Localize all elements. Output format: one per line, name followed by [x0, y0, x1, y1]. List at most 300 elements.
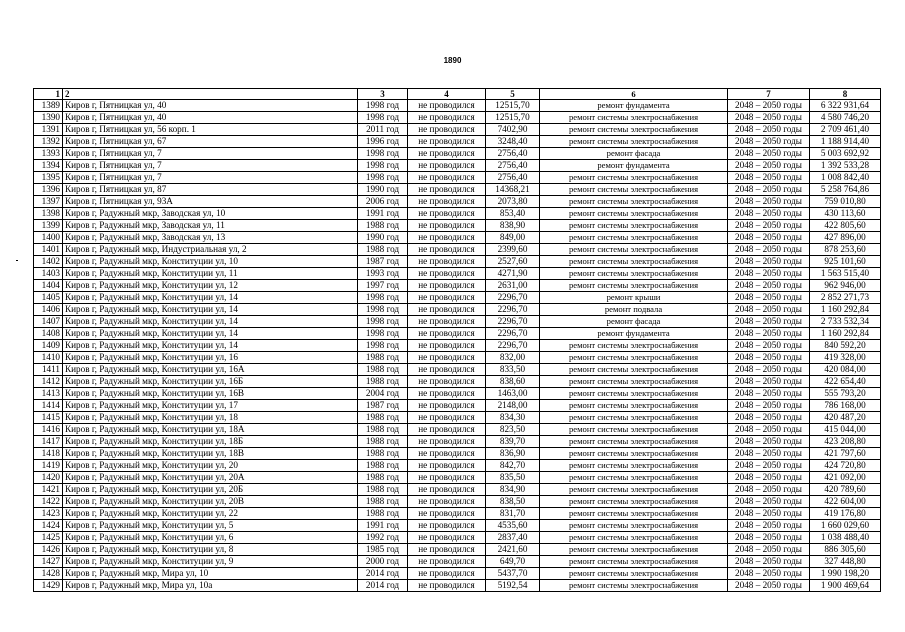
table-row: [34, 388, 881, 400]
address-cell: Киров г, Радужный мкр, Мира ул, 10: [63, 568, 358, 580]
cost-cell: 422 805,60: [810, 220, 881, 232]
column-header: 6: [540, 89, 728, 100]
table-row: [34, 148, 881, 160]
cost-cell: 422 604,00: [810, 496, 881, 508]
work-type-cell: ремонт системы электроснабжения: [540, 412, 728, 424]
table-row: [34, 328, 881, 340]
address-cell: Киров г, Радужный мкр, Конституции ул, 16: [63, 352, 358, 364]
last-repair-cell: не проводился: [408, 340, 486, 352]
area-cell: 7402,90: [486, 124, 540, 136]
last-repair-cell: не проводился: [408, 508, 486, 520]
address-cell: Киров г, Пятницкая ул, 87: [63, 184, 358, 196]
year-built-cell: 1998 год: [358, 328, 408, 340]
cost-cell: 1 563 515,40: [810, 268, 881, 280]
table-row: [34, 364, 881, 376]
table-row: [34, 220, 881, 232]
period-cell: 2048 – 2050 годы: [728, 208, 810, 220]
row-number-cell: 1414: [34, 400, 63, 412]
period-cell: 2048 – 2050 годы: [728, 556, 810, 568]
work-type-cell: ремонт системы электроснабжения: [540, 232, 728, 244]
address-cell: Киров г, Радужный мкр, Заводская ул, 13: [63, 232, 358, 244]
area-cell: 5192,54: [486, 580, 540, 592]
period-cell: 2048 – 2050 годы: [728, 400, 810, 412]
period-cell: 2048 – 2050 годы: [728, 220, 810, 232]
period-cell: 2048 – 2050 годы: [728, 100, 810, 112]
table-row: [34, 208, 881, 220]
period-cell: 2048 – 2050 годы: [728, 304, 810, 316]
last-repair-cell: не проводился: [408, 292, 486, 304]
column-header: 8: [810, 89, 881, 100]
address-cell: Киров г, Радужный мкр, Конституции ул, 8: [63, 544, 358, 556]
row-number-cell: 1423: [34, 508, 63, 520]
area-cell: 2756,40: [486, 160, 540, 172]
period-cell: 2048 – 2050 годы: [728, 148, 810, 160]
column-header: 5: [486, 89, 540, 100]
period-cell: 2048 – 2050 годы: [728, 352, 810, 364]
cost-cell: 840 592,20: [810, 340, 881, 352]
last-repair-cell: не проводился: [408, 280, 486, 292]
last-repair-cell: не проводился: [408, 136, 486, 148]
year-built-cell: 1988 год: [358, 220, 408, 232]
cost-cell: 5 258 764,86: [810, 184, 881, 196]
period-cell: 2048 – 2050 годы: [728, 364, 810, 376]
year-built-cell: 1998 год: [358, 304, 408, 316]
row-number-cell: 1400: [34, 232, 63, 244]
area-cell: 832,00: [486, 352, 540, 364]
last-repair-cell: не проводился: [408, 220, 486, 232]
period-cell: 2048 – 2050 годы: [728, 412, 810, 424]
work-type-cell: ремонт системы электроснабжения: [540, 352, 728, 364]
year-built-cell: 1988 год: [358, 364, 408, 376]
last-repair-cell: не проводился: [408, 472, 486, 484]
address-cell: Киров г, Радужный мкр, Конституции ул, 10: [63, 256, 358, 268]
year-built-cell: 2014 год: [358, 580, 408, 592]
cost-cell: 2 733 532,34: [810, 316, 881, 328]
work-type-cell: ремонт системы электроснабжения: [540, 112, 728, 124]
work-type-cell: ремонт системы электроснабжения: [540, 280, 728, 292]
area-cell: 835,50: [486, 472, 540, 484]
column-header: 1: [34, 89, 63, 100]
work-type-cell: ремонт системы электроснабжения: [540, 220, 728, 232]
work-type-cell: ремонт системы электроснабжения: [540, 208, 728, 220]
period-cell: 2048 – 2050 годы: [728, 268, 810, 280]
year-built-cell: 1992 год: [358, 532, 408, 544]
area-cell: 2837,40: [486, 532, 540, 544]
address-cell: Киров г, Радужный мкр, Конституции ул, 16В: [63, 388, 358, 400]
year-built-cell: 1987 год: [358, 400, 408, 412]
year-built-cell: 1998 год: [358, 316, 408, 328]
cost-cell: 1 160 292,84: [810, 328, 881, 340]
year-built-cell: 1993 год: [358, 268, 408, 280]
address-cell: Киров г, Радужный мкр, Конституции ул, 18: [63, 412, 358, 424]
year-built-cell: 1996 год: [358, 136, 408, 148]
year-built-cell: 1997 год: [358, 280, 408, 292]
column-header: 2: [63, 89, 358, 100]
table-row: [34, 256, 881, 268]
row-number-cell: 1417: [34, 436, 63, 448]
period-cell: 2048 – 2050 годы: [728, 136, 810, 148]
year-built-cell: 1988 год: [358, 496, 408, 508]
table-row: [34, 316, 881, 328]
column-header: 4: [408, 89, 486, 100]
work-type-cell: ремонт системы электроснабжения: [540, 496, 728, 508]
work-type-cell: ремонт системы электроснабжения: [540, 460, 728, 472]
table-row: [34, 412, 881, 424]
table-row: [34, 340, 881, 352]
cost-cell: 1 160 292,84: [810, 304, 881, 316]
area-cell: 842,70: [486, 460, 540, 472]
last-repair-cell: не проводился: [408, 268, 486, 280]
address-cell: Киров г, Радужный мкр, Конституции ул, 14: [63, 304, 358, 316]
year-built-cell: 1991 год: [358, 208, 408, 220]
year-built-cell: 1998 год: [358, 148, 408, 160]
period-cell: 2048 – 2050 годы: [728, 112, 810, 124]
cost-cell: 420 789,60: [810, 484, 881, 496]
year-built-cell: 1990 год: [358, 184, 408, 196]
address-cell: Киров г, Радужный мкр, Конституции ул, 5: [63, 520, 358, 532]
address-cell: Киров г, Радужный мкр, Мира ул, 10а: [63, 580, 358, 592]
area-cell: 2631,00: [486, 280, 540, 292]
row-number-cell: 1397: [34, 196, 63, 208]
work-type-cell: ремонт системы электроснабжения: [540, 532, 728, 544]
year-built-cell: 2000 год: [358, 556, 408, 568]
cost-cell: 427 896,00: [810, 232, 881, 244]
area-cell: 2296,70: [486, 340, 540, 352]
table-row: [34, 172, 881, 184]
row-number-cell: 1395: [34, 172, 63, 184]
area-cell: 839,70: [486, 436, 540, 448]
table-row: [34, 484, 881, 496]
work-type-cell: ремонт системы электроснабжения: [540, 508, 728, 520]
row-number-cell: 1389: [34, 100, 63, 112]
area-cell: 12515,70: [486, 112, 540, 124]
table-row: [34, 544, 881, 556]
row-number-cell: 1412: [34, 376, 63, 388]
row-number-cell: 1398: [34, 208, 63, 220]
row-number-cell: 1401: [34, 244, 63, 256]
period-cell: 2048 – 2050 годы: [728, 496, 810, 508]
last-repair-cell: не проводился: [408, 148, 486, 160]
table-row: [34, 268, 881, 280]
address-cell: Киров г, Радужный мкр, Заводская ул, 11: [63, 220, 358, 232]
address-cell: Киров г, Радужный мкр, Конституции ул, 18Б: [63, 436, 358, 448]
work-type-cell: ремонт системы электроснабжения: [540, 340, 728, 352]
address-cell: Киров г, Радужный мкр, Конституции ул, 18В: [63, 448, 358, 460]
year-built-cell: 1988 год: [358, 352, 408, 364]
table-row: [34, 124, 881, 136]
last-repair-cell: не проводился: [408, 244, 486, 256]
table-row: [34, 568, 881, 580]
table-row: [34, 376, 881, 388]
row-number-cell: 1402: [34, 256, 63, 268]
cost-cell: 878 253,60: [810, 244, 881, 256]
page-number: 1890: [443, 56, 462, 65]
work-type-cell: ремонт системы электроснабжения: [540, 544, 728, 556]
last-repair-cell: не проводился: [408, 100, 486, 112]
address-cell: Киров г, Радужный мкр, Конституции ул, 17: [63, 400, 358, 412]
last-repair-cell: не проводился: [408, 364, 486, 376]
period-cell: 2048 – 2050 годы: [728, 484, 810, 496]
cost-cell: 420 487,20: [810, 412, 881, 424]
area-cell: 823,50: [486, 424, 540, 436]
year-built-cell: 1988 год: [358, 448, 408, 460]
area-cell: 2296,70: [486, 316, 540, 328]
address-cell: Киров г, Пятницкая ул, 40: [63, 112, 358, 124]
period-cell: 2048 – 2050 годы: [728, 424, 810, 436]
row-number-cell: 1404: [34, 280, 63, 292]
cost-cell: 1 660 029,60: [810, 520, 881, 532]
year-built-cell: 1991 год: [358, 520, 408, 532]
year-built-cell: 1988 год: [358, 376, 408, 388]
last-repair-cell: не проводился: [408, 436, 486, 448]
period-cell: 2048 – 2050 годы: [728, 124, 810, 136]
period-cell: 2048 – 2050 годы: [728, 340, 810, 352]
table-row: [34, 136, 881, 148]
cost-cell: 5 003 692,92: [810, 148, 881, 160]
table-header-row: [34, 89, 881, 100]
cost-cell: 419 176,80: [810, 508, 881, 520]
cost-cell: 421 092,00: [810, 472, 881, 484]
area-cell: 12515,70: [486, 100, 540, 112]
table-row: [34, 184, 881, 196]
last-repair-cell: не проводился: [408, 172, 486, 184]
area-cell: 4271,90: [486, 268, 540, 280]
table-row: [34, 532, 881, 544]
year-built-cell: 1987 год: [358, 256, 408, 268]
cost-cell: 1 990 198,20: [810, 568, 881, 580]
period-cell: 2048 – 2050 годы: [728, 316, 810, 328]
last-repair-cell: не проводился: [408, 112, 486, 124]
table-row: [34, 232, 881, 244]
year-built-cell: 1988 год: [358, 484, 408, 496]
row-number-cell: 1409: [34, 340, 63, 352]
period-cell: 2048 – 2050 годы: [728, 436, 810, 448]
work-type-cell: ремонт системы электроснабжения: [540, 376, 728, 388]
table-row: [34, 436, 881, 448]
cost-cell: 1 008 842,40: [810, 172, 881, 184]
address-cell: Киров г, Радужный мкр, Конституции ул, 20: [63, 460, 358, 472]
row-number-cell: 1429: [34, 580, 63, 592]
row-number-cell: 1415: [34, 412, 63, 424]
last-repair-cell: не проводился: [408, 520, 486, 532]
period-cell: 2048 – 2050 годы: [728, 184, 810, 196]
last-repair-cell: не проводился: [408, 448, 486, 460]
row-number-cell: 1399: [34, 220, 63, 232]
area-cell: 1463,00: [486, 388, 540, 400]
year-built-cell: 2014 год: [358, 568, 408, 580]
address-cell: Киров г, Радужный мкр, Конституции ул, 9: [63, 556, 358, 568]
work-type-cell: ремонт системы электроснабжения: [540, 568, 728, 580]
last-repair-cell: не проводился: [408, 160, 486, 172]
table-row: [34, 244, 881, 256]
work-type-cell: ремонт системы электроснабжения: [540, 184, 728, 196]
table-row: [34, 496, 881, 508]
last-repair-cell: не проводился: [408, 568, 486, 580]
area-cell: 833,50: [486, 364, 540, 376]
last-repair-cell: не проводился: [408, 580, 486, 592]
address-cell: Киров г, Пятницкая ул, 7: [63, 160, 358, 172]
row-number-cell: 1421: [34, 484, 63, 496]
work-type-cell: ремонт системы электроснабжения: [540, 436, 728, 448]
row-number-cell: 1393: [34, 148, 63, 160]
last-repair-cell: не проводился: [408, 376, 486, 388]
year-built-cell: 1988 год: [358, 244, 408, 256]
address-cell: Киров г, Пятницкая ул, 67: [63, 136, 358, 148]
row-number-cell: 1413: [34, 388, 63, 400]
cost-cell: 786 168,00: [810, 400, 881, 412]
repair-schedule-table: [33, 88, 881, 592]
area-cell: 2296,70: [486, 304, 540, 316]
table-row: [34, 112, 881, 124]
area-cell: 2073,80: [486, 196, 540, 208]
scan-speck: [16, 260, 18, 261]
last-repair-cell: не проводился: [408, 496, 486, 508]
last-repair-cell: не проводился: [408, 388, 486, 400]
period-cell: 2048 – 2050 годы: [728, 376, 810, 388]
row-number-cell: 1406: [34, 304, 63, 316]
period-cell: 2048 – 2050 годы: [728, 256, 810, 268]
row-number-cell: 1410: [34, 352, 63, 364]
area-cell: 853,40: [486, 208, 540, 220]
row-number-cell: 1427: [34, 556, 63, 568]
area-cell: 4535,60: [486, 520, 540, 532]
last-repair-cell: не проводился: [408, 328, 486, 340]
cost-cell: 423 208,80: [810, 436, 881, 448]
year-built-cell: 1988 год: [358, 436, 408, 448]
period-cell: 2048 – 2050 годы: [728, 508, 810, 520]
last-repair-cell: не проводился: [408, 556, 486, 568]
period-cell: 2048 – 2050 годы: [728, 328, 810, 340]
area-cell: 2296,70: [486, 292, 540, 304]
row-number-cell: 1408: [34, 328, 63, 340]
cost-cell: 759 010,80: [810, 196, 881, 208]
year-built-cell: 1990 год: [358, 232, 408, 244]
address-cell: Киров г, Радужный мкр, Конституции ул, 22: [63, 508, 358, 520]
work-type-cell: ремонт системы электроснабжения: [540, 136, 728, 148]
column-header: 7: [728, 89, 810, 100]
address-cell: Киров г, Радужный мкр, Конституции ул, 14: [63, 292, 358, 304]
last-repair-cell: не проводился: [408, 412, 486, 424]
table-row: [34, 304, 881, 316]
area-cell: 2421,60: [486, 544, 540, 556]
area-cell: 2148,00: [486, 400, 540, 412]
period-cell: 2048 – 2050 годы: [728, 388, 810, 400]
cost-cell: 2 852 271,73: [810, 292, 881, 304]
period-cell: 2048 – 2050 годы: [728, 580, 810, 592]
year-built-cell: 1998 год: [358, 100, 408, 112]
area-cell: 831,70: [486, 508, 540, 520]
area-cell: 849,00: [486, 232, 540, 244]
row-number-cell: 1405: [34, 292, 63, 304]
period-cell: 2048 – 2050 годы: [728, 532, 810, 544]
area-cell: 838,60: [486, 376, 540, 388]
row-number-cell: 1419: [34, 460, 63, 472]
table-row: [34, 508, 881, 520]
address-cell: Киров г, Радужный мкр, Конституции ул, 20А: [63, 472, 358, 484]
row-number-cell: 1428: [34, 568, 63, 580]
last-repair-cell: не проводился: [408, 304, 486, 316]
period-cell: 2048 – 2050 годы: [728, 472, 810, 484]
work-type-cell: ремонт системы электроснабжения: [540, 268, 728, 280]
area-cell: 2756,40: [486, 172, 540, 184]
work-type-cell: ремонт системы электроснабжения: [540, 580, 728, 592]
table-row: [34, 292, 881, 304]
address-cell: Киров г, Пятницкая ул, 7: [63, 172, 358, 184]
column-header: 3: [358, 89, 408, 100]
period-cell: 2048 – 2050 годы: [728, 292, 810, 304]
year-built-cell: 1988 год: [358, 460, 408, 472]
area-cell: 836,90: [486, 448, 540, 460]
last-repair-cell: не проводился: [408, 196, 486, 208]
address-cell: Киров г, Радужный мкр, Конституции ул, 6: [63, 532, 358, 544]
area-cell: 834,90: [486, 484, 540, 496]
work-type-cell: ремонт системы электроснабжения: [540, 448, 728, 460]
year-built-cell: 1988 год: [358, 412, 408, 424]
cost-cell: 2 709 461,40: [810, 124, 881, 136]
year-built-cell: 1988 год: [358, 424, 408, 436]
row-number-cell: 1425: [34, 532, 63, 544]
last-repair-cell: не проводился: [408, 460, 486, 472]
last-repair-cell: не проводился: [408, 484, 486, 496]
table-row: [34, 448, 881, 460]
address-cell: Киров г, Радужный мкр, Конституции ул, 14: [63, 316, 358, 328]
period-cell: 2048 – 2050 годы: [728, 172, 810, 184]
address-cell: Киров г, Радужный мкр, Конституции ул, 14: [63, 340, 358, 352]
year-built-cell: 1985 год: [358, 544, 408, 556]
table-row: [34, 424, 881, 436]
work-type-cell: ремонт фундамента: [540, 160, 728, 172]
cost-cell: 424 720,80: [810, 460, 881, 472]
year-built-cell: 2011 год: [358, 124, 408, 136]
work-type-cell: ремонт системы электроснабжения: [540, 424, 728, 436]
cost-cell: 925 101,60: [810, 256, 881, 268]
cost-cell: 415 044,00: [810, 424, 881, 436]
area-cell: 2296,70: [486, 328, 540, 340]
period-cell: 2048 – 2050 годы: [728, 568, 810, 580]
work-type-cell: ремонт фундамента: [540, 100, 728, 112]
period-cell: 2048 – 2050 годы: [728, 160, 810, 172]
last-repair-cell: не проводился: [408, 424, 486, 436]
address-cell: Киров г, Радужный мкр, Конституции ул, 16Б: [63, 376, 358, 388]
table-row: [34, 520, 881, 532]
period-cell: 2048 – 2050 годы: [728, 544, 810, 556]
area-cell: 2756,40: [486, 148, 540, 160]
area-cell: 838,50: [486, 496, 540, 508]
last-repair-cell: не проводился: [408, 400, 486, 412]
year-built-cell: 1988 год: [358, 508, 408, 520]
last-repair-cell: не проводился: [408, 208, 486, 220]
cost-cell: 327 448,80: [810, 556, 881, 568]
row-number-cell: 1391: [34, 124, 63, 136]
area-cell: 14368,21: [486, 184, 540, 196]
last-repair-cell: не проводился: [408, 532, 486, 544]
year-built-cell: 1998 год: [358, 160, 408, 172]
work-type-cell: ремонт системы электроснабжения: [540, 520, 728, 532]
last-repair-cell: не проводился: [408, 124, 486, 136]
year-built-cell: 2006 год: [358, 196, 408, 208]
row-number-cell: 1426: [34, 544, 63, 556]
row-number-cell: 1396: [34, 184, 63, 196]
address-cell: Киров г, Радужный мкр, Конституции ул, 16А: [63, 364, 358, 376]
area-cell: 838,90: [486, 220, 540, 232]
address-cell: Киров г, Радужный мкр, Конституции ул, 11: [63, 268, 358, 280]
period-cell: 2048 – 2050 годы: [728, 460, 810, 472]
work-type-cell: ремонт системы электроснабжения: [540, 400, 728, 412]
cost-cell: 430 113,60: [810, 208, 881, 220]
row-number-cell: 1390: [34, 112, 63, 124]
cost-cell: 1 038 488,40: [810, 532, 881, 544]
cost-cell: 422 654,40: [810, 376, 881, 388]
